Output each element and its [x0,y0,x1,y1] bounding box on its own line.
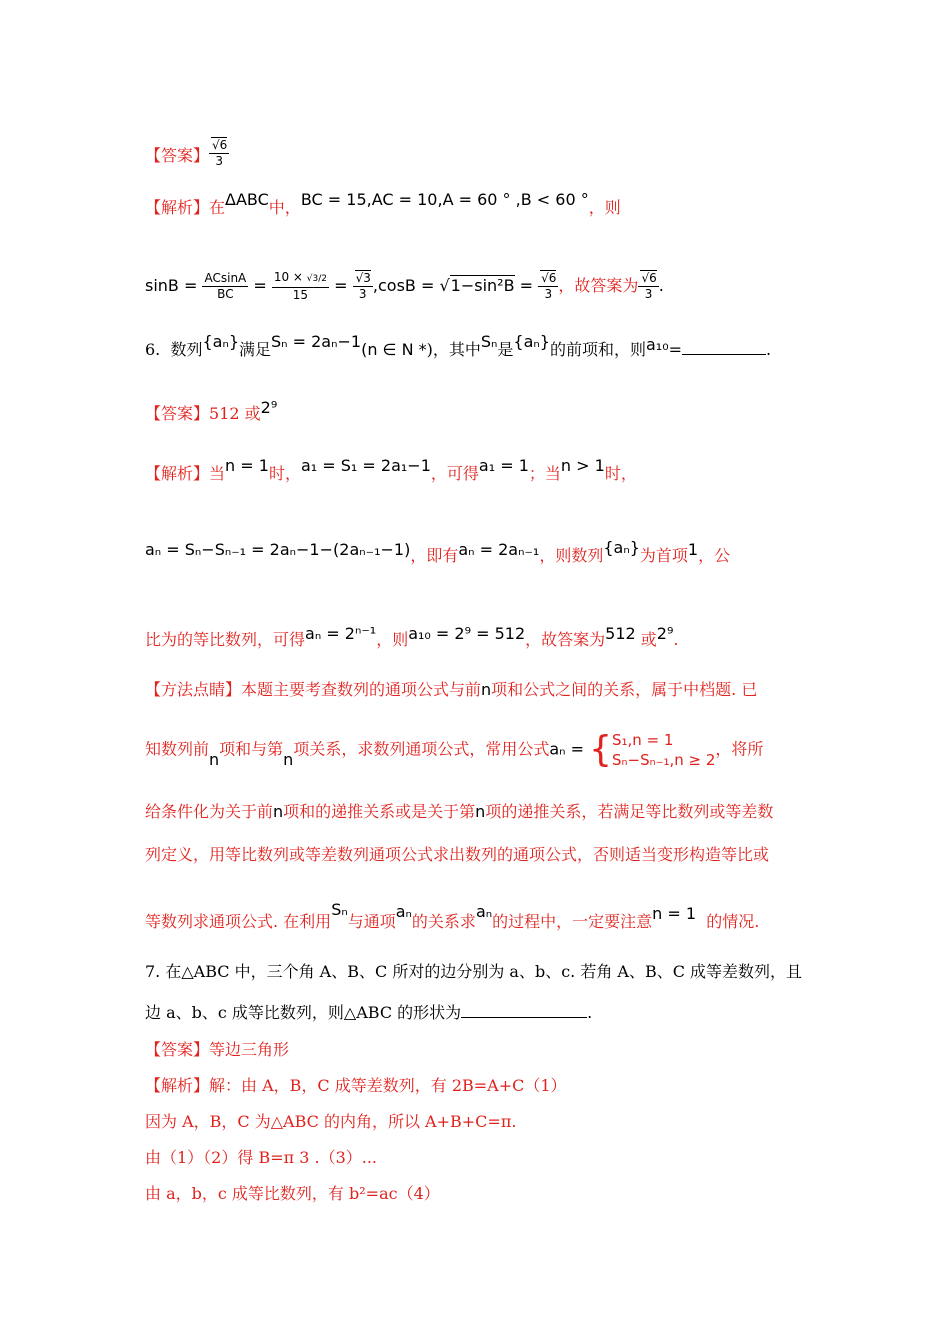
method-note-4: 列定义，用等比数列或等差数列通项公式求出数列的通项公式，否则适当变形构造等比或 [145,845,770,864]
answer-line-6: 【答案】512 或2⁹ [145,398,278,423]
method-note-2: 知数列前n项和与第n项关系，求数列通项公式，常用公式aₙ = { S₁,n = 1 Sₙ−Sₙ₋₁,n ≥ 2 ，将所 [145,729,764,770]
answer-line-7: 【答案】等边三角形 [145,1040,290,1059]
analysis-geometric: 比为的等比数列，可得aₙ = 2ⁿ⁻¹，则a₁₀ = 2⁹ = 512，故答案为512 或2⁹. [145,624,679,649]
answer-tag: 【答案】 [145,146,210,165]
answer-blank [682,354,766,355]
analysis-line-7c: 由（1）（2）得 B=π 3 .（3）... [145,1148,378,1167]
analysis-line-6: 【解析】当n = 1时，a₁ = S₁ = 2a₁−1，可得a₁ = 1；当n > 1时， [145,456,637,483]
question-7-line-1: 7. 在△ABC 中，三个角 A、B、C 所对的边分别为 a、b、c. 若角 A、B、C 成等差数列，且 [145,962,803,981]
analysis-line-5: 【解析】在ΔABC中，BC = 15,AC = 10,A = 60 ° ,B < 60 °，则 [145,190,621,217]
given-conditions: BC = 15,AC = 10,A = 60 ° ,B < 60 ° [300,190,589,209]
question-7-line-2: 边 a、b、c 成等比数列，则△ABC 的形状为 . [145,1003,593,1022]
sinb-computation: sinB = $\frac{ACsinA}{BC}$ = $\frac{10 \times √3/2}{15}$ = $\frac{√3}{3}$ ,cosB = √1−sin²B = $\frac{√6}{3}$ ，故答案为 $\frac{√6}{3}$ . [145,270,664,302]
answer-blank-7 [461,1017,587,1018]
answer-line-5 [145,138,229,169]
analysis-recurrence: aₙ = Sₙ−Sₙ₋₁ = 2aₙ−1−(2aₙ₋₁−1)，即有aₙ = 2aₙ₋₁，则数列{aₙ}为首项1，公 [145,538,731,565]
analysis-tag: 【解析】 [145,198,210,217]
answer-formula: $\frac{√6}{3}$ [209,138,229,169]
analysis-line-7b: 因为 A，B，C 为△ABC 的内角，所以 A+B+C=π. [145,1112,517,1131]
analysis-line-7: 【解析】解：由 A，B，C 成等差数列，有 2B=A+C（1） [145,1076,567,1095]
triangle-formula: ΔABC [225,190,269,209]
analysis-line-7d: 由 a，b，c 成等比数列，有 b²=ac（4） [145,1184,440,1203]
method-note-1: 【方法点睛】本题主要考查数列的通项公式与前n项和公式之间的关系，属于中档题. 已 [145,680,758,699]
question-6: 6. 数列{aₙ}满足Sₙ = 2aₙ−1(n ∈ N *)，其中Sₙ是{aₙ}的前项和，则a₁₀= . [145,332,772,359]
method-note-3: 给条件化为关于前n项和的递推关系或是关于第n项的递推关系，若满足等比数列或等差数 [145,802,774,821]
method-note-5: 等数列求通项公式. 在利用Sₙ与通项aₙ的关系求aₙ的过程中，一定要注意n = 1 的情况. [145,900,760,931]
